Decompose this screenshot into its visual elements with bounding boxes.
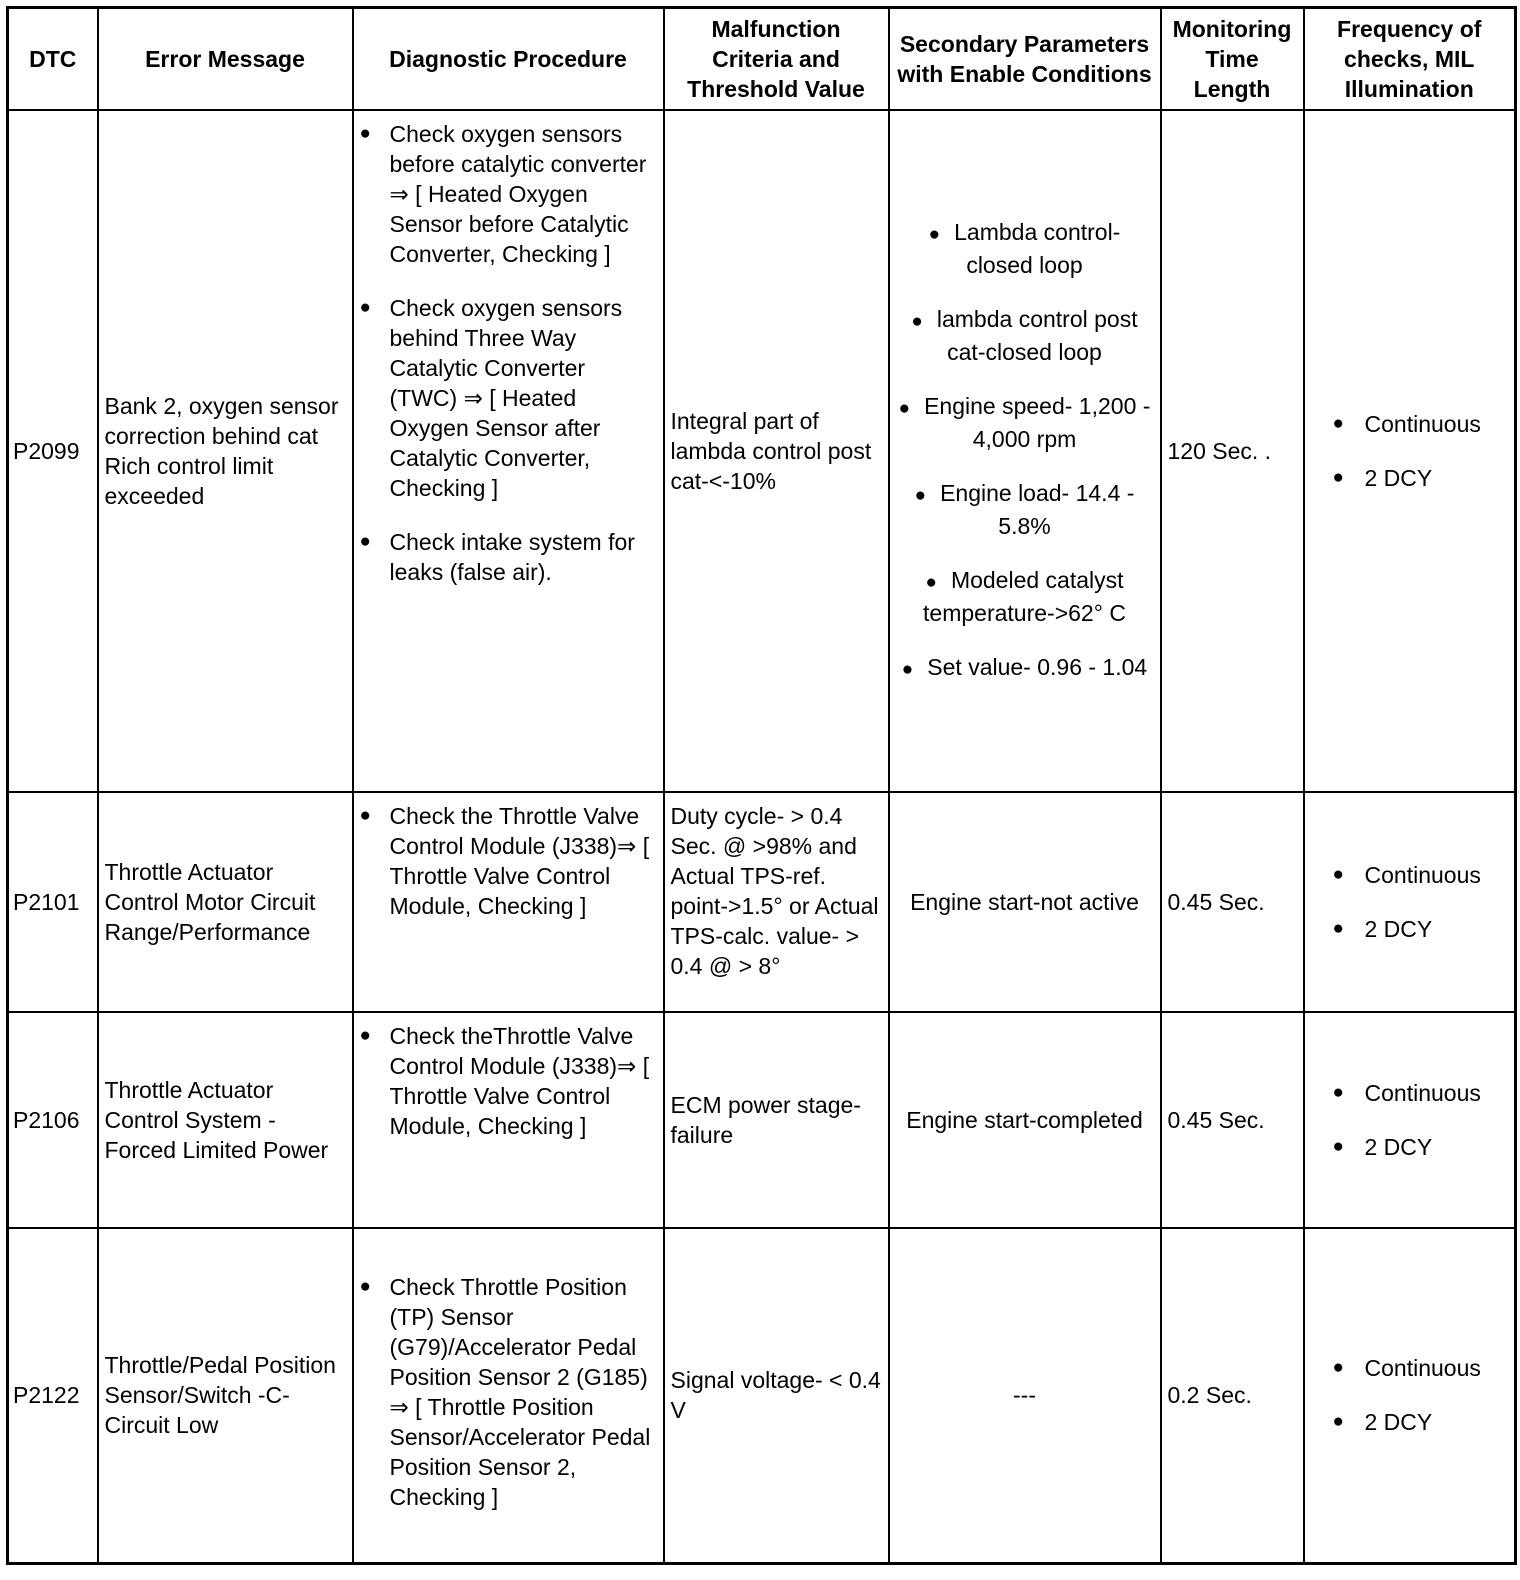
frequency-item: ● Continuous [1333, 1353, 1509, 1383]
secondary-parameters: Engine start-completed [889, 1012, 1161, 1228]
procedure-item: ● Check Throttle Position (TP) Sensor (G79)/Accelerator Pedal Position Sensor 2 (G185) ⇒ [ Throttle Position Sensor/Accelerator Pedal Position Sensor 2, Checking ] [360, 1272, 657, 1512]
secondary-item: ● lambda control post cat-closed loop [896, 304, 1154, 367]
monitoring-time: 0.45 Sec. [1161, 792, 1304, 1012]
malfunction-criteria: Duty cycle- > 0.4 Sec. @ >98% and Actual TPS-ref. point->1.5° or Actual TPS-calc. value- > 0.4 @ > 8° [664, 792, 889, 1012]
secondary-item: ● Engine load- 14.4 - 5.8% [896, 478, 1154, 541]
malfunction-criteria: ECM power stage-failure [664, 1012, 889, 1228]
secondary-parameters: --- [889, 1228, 1161, 1563]
diagnostic-procedure [353, 110, 664, 792]
table-row [8, 1012, 1516, 1228]
header-frequency: Frequency of checks, MIL Illumination [1304, 8, 1516, 111]
dtc-code: P2101 [8, 792, 98, 1012]
procedure-item: ● Check the Throttle Valve Control Module (J338)⇒ [ Throttle Valve Control Module, Checking ] [360, 801, 657, 921]
header-row [8, 8, 1516, 111]
error-message: Throttle Actuator Control Motor Circuit Range/Performance [98, 792, 353, 1012]
secondary-item: ● Set value- 0.96 - 1.04 [896, 652, 1154, 685]
header-monitoring-time: Monitoring Time Length [1161, 8, 1304, 111]
secondary-item: ● Engine speed- 1,200 - 4,000 rpm [896, 391, 1154, 454]
procedure-item: ● Check oxygen sensors behind Three Way Catalytic Converter (TWC) ⇒ [ Heated Oxygen Sensor after Catalytic Converter, Checking ] [360, 293, 657, 503]
table-row [8, 1228, 1516, 1563]
table-row [8, 792, 1516, 1012]
table-row [8, 110, 1516, 792]
dtc-code: P2122 [8, 1228, 98, 1563]
dtc-code: P2099 [8, 110, 98, 792]
secondary-item: ● Modeled catalyst temperature->62° C [896, 565, 1154, 628]
malfunction-criteria: Signal voltage- < 0.4 V [664, 1228, 889, 1563]
secondary-parameters: Engine start-not active [889, 792, 1161, 1012]
monitoring-time: 0.2 Sec. [1161, 1228, 1304, 1563]
secondary-parameters [889, 110, 1161, 792]
monitoring-time: 0.45 Sec. [1161, 1012, 1304, 1228]
error-message: Bank 2, oxygen sensor correction behind cat Rich control limit exceeded [98, 110, 353, 792]
frequency-item: ● Continuous [1333, 860, 1509, 890]
frequency-item: ● Continuous [1333, 409, 1509, 439]
diagnostic-procedure [353, 792, 664, 1012]
frequency-item: ● 2 DCY [1333, 463, 1509, 493]
error-message: Throttle Actuator Control System - Forced Limited Power [98, 1012, 353, 1228]
header-error-message: Error Message [98, 8, 353, 111]
dtc-table [6, 6, 1517, 1565]
monitoring-time: 120 Sec. . [1161, 110, 1304, 792]
header-malfunction-criteria: Malfunction Criteria and Threshold Value [664, 8, 889, 111]
frequency [1304, 1012, 1516, 1228]
header-secondary-parameters: Secondary Parameters with Enable Conditions [889, 8, 1161, 111]
header-dtc: DTC [8, 8, 98, 111]
frequency [1304, 1228, 1516, 1563]
frequency-item: ● 2 DCY [1333, 1132, 1509, 1162]
malfunction-criteria: Integral part of lambda control post cat-<-10% [664, 110, 889, 792]
frequency [1304, 110, 1516, 792]
diagnostic-procedure [353, 1228, 664, 1563]
frequency-item: ● 2 DCY [1333, 914, 1509, 944]
frequency [1304, 792, 1516, 1012]
header-diagnostic-procedure: Diagnostic Procedure [353, 8, 664, 111]
procedure-item: ● Check intake system for leaks (false air). [360, 527, 657, 587]
frequency-item: ● Continuous [1333, 1078, 1509, 1108]
frequency-item: ● 2 DCY [1333, 1407, 1509, 1437]
dtc-table-wrapper [6, 6, 1517, 1565]
diagnostic-procedure [353, 1012, 664, 1228]
secondary-item: ● Lambda control-closed loop [896, 217, 1154, 280]
dtc-code: P2106 [8, 1012, 98, 1228]
error-message: Throttle/Pedal Position Sensor/Switch -C- Circuit Low [98, 1228, 353, 1563]
procedure-item: ● Check oxygen sensors before catalytic converter ⇒ [ Heated Oxygen Sensor before Catalytic Converter, Checking ] [360, 119, 657, 269]
procedure-item: ● Check theThrottle Valve Control Module (J338)⇒ [ Throttle Valve Control Module, Checking ] [360, 1021, 657, 1141]
